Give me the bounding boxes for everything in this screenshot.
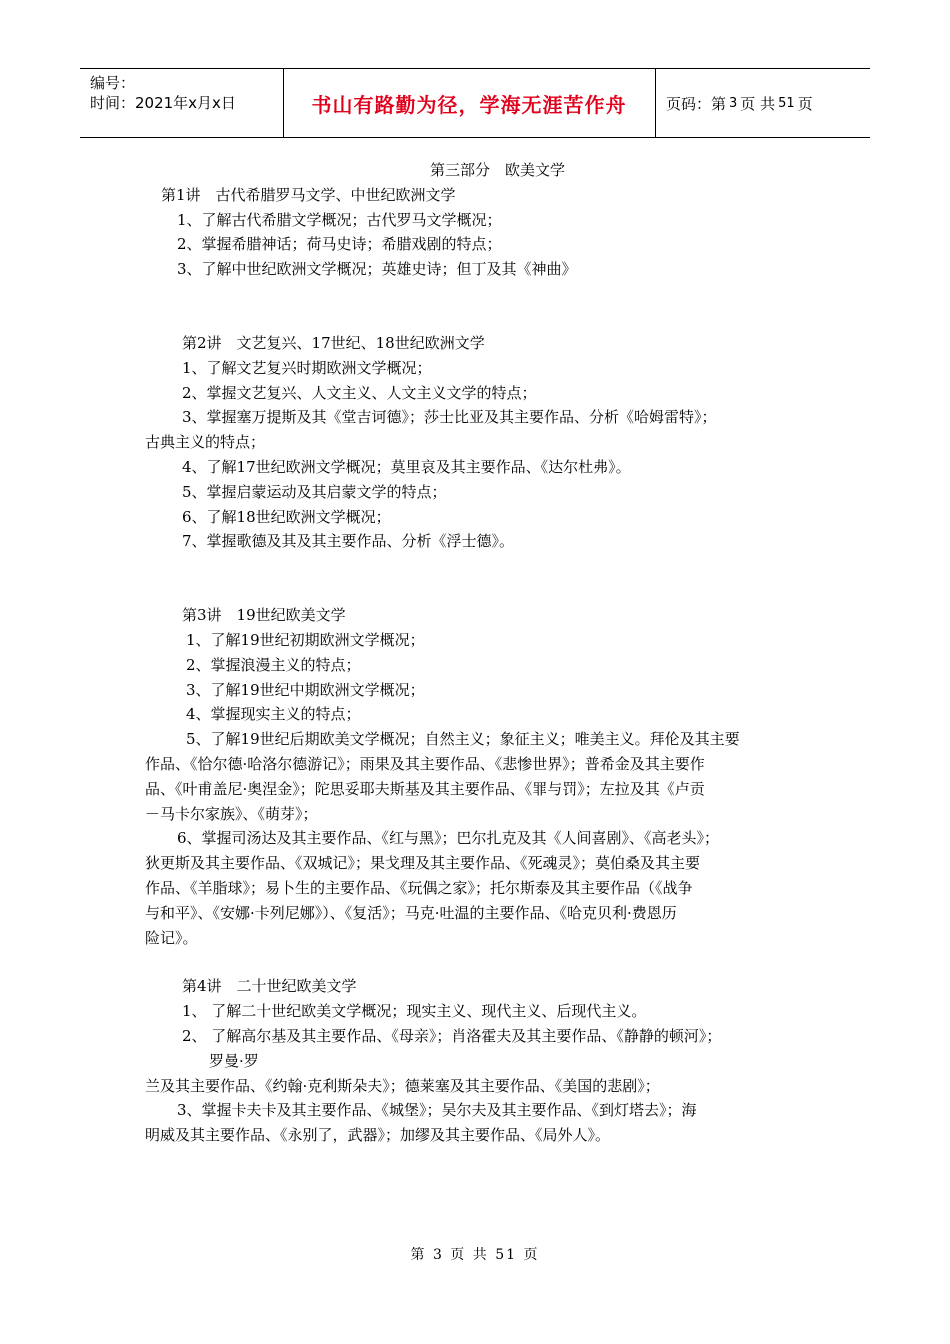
- section-title: 第三部分 欧美文学: [429, 161, 565, 179]
- lecture-heading: 第4讲 二十世纪欧美文学: [182, 977, 357, 996]
- header-motto: 书山有路勤为径，学海无涯苦作舟: [311, 92, 627, 117]
- page-mid: 页 共: [740, 94, 776, 113]
- lecture-heading: 第3讲 19世纪欧美文学: [182, 606, 346, 625]
- list-item: 明威及其主要作品、《永别了，武器》；加缪及其主要作品、《局外人》。: [145, 1126, 611, 1145]
- doc-number-label: 编号：: [90, 74, 136, 92]
- list-item: 1、了解文艺复兴时期欧洲文学概况；: [182, 358, 432, 377]
- list-item: 1、了解古代希腊文学概况；古代罗马文学概况；: [177, 210, 502, 229]
- list-item: 2、 了解高尔基及其主要作品、《母亲》；肖洛霍夫及其主要作品、《静静的顿河》；: [182, 1026, 722, 1045]
- list-item: 3、了解中世纪欧洲文学概况；英雄史诗；但丁及其《神曲》: [177, 260, 577, 279]
- list-item: 古典主义的特点；: [145, 433, 266, 452]
- header-divider: [655, 69, 656, 137]
- list-item: －马卡尔家族》、《萌芽》；: [145, 804, 318, 823]
- list-item: 险记》。: [145, 928, 198, 947]
- page-total: 51: [778, 95, 795, 111]
- list-item: 5、掌握启蒙运动及其启蒙文学的特点；: [182, 482, 447, 501]
- header-meta: [90, 73, 236, 113]
- list-item: 1、 了解二十世纪欧美文学概况；现实主义、现代主义、后现代主义。: [182, 1002, 647, 1021]
- document-body: [145, 158, 810, 1148]
- list-item: 2、掌握希腊神话；荷马史诗；希腊戏剧的特点；: [177, 235, 502, 254]
- lecture-4: [145, 974, 810, 1148]
- list-item: 2、掌握浪漫主义的特点；: [186, 655, 361, 674]
- list-item: 5、了解19世纪后期欧美文学概况；自然主义；象征主义；唯美主义。拜伦及其主要: [186, 730, 740, 749]
- list-item: 作品、《羊脂球》；易卜生的主要作品、《玩偶之家》；托尔斯泰及其主要作品（《战争: [145, 878, 693, 897]
- page-prefix: 页码：第: [666, 94, 727, 113]
- list-item: 1、了解19世纪初期欧洲文学概况；: [186, 630, 425, 649]
- page-current: 3: [729, 95, 738, 111]
- list-item: 6、了解18世纪欧洲文学概况；: [182, 507, 391, 526]
- list-item: 与和平》、《安娜·卡列尼娜》）、《复活》；马克·吐温的主要作品、《哈克贝利·费恩历: [145, 903, 677, 922]
- list-item: 3、了解19世纪中期欧洲文学概况；: [186, 680, 425, 699]
- list-item: 3、掌握卡夫卡及其主要作品、《城堡》；吴尔夫及其主要作品、《到灯塔去》；海: [177, 1101, 697, 1120]
- list-item: 品、《叶甫盖尼·奥涅金》；陀思妥耶夫斯基及其主要作品、《罪与罚》；左拉及其《卢贡: [145, 779, 705, 798]
- list-item: 作品、《恰尔德·哈洛尔德游记》；雨果及其主要作品、《悲惨世界》；普希金及其主要作: [145, 754, 705, 773]
- page-footer: 第 3 页 共 51 页: [410, 1247, 540, 1263]
- lecture-1: [145, 183, 810, 282]
- list-item: 4、掌握现实主义的特点；: [186, 705, 361, 724]
- list-item: 兰及其主要作品、《约翰·克利斯朵夫》；德莱塞及其主要作品、《美国的悲剧》；: [145, 1076, 660, 1095]
- list-item: 7、掌握歌德及其及其主要作品、分析《浮士德》。: [182, 532, 515, 551]
- doc-date-label: 时间：2021年x月x日: [90, 94, 236, 112]
- list-item: 4、了解17世纪欧洲文学概况；莫里哀及其主要作品、《达尔杜弗》。: [182, 457, 631, 476]
- list-item: 狄更斯及其主要作品、《双城记》；果戈理及其主要作品、《死魂灵》；莫伯桑及其主要: [145, 854, 701, 873]
- list-item: 罗曼·罗: [209, 1051, 259, 1070]
- header-page-info: [666, 69, 813, 137]
- list-item: 2、掌握文艺复兴、人文主义、人文主义文学的特点；: [182, 383, 537, 402]
- lecture-heading: 第2讲 文艺复兴、17世纪、18世纪欧洲文学: [182, 333, 485, 352]
- page-header: [80, 68, 870, 138]
- lecture-3: [145, 603, 810, 950]
- list-item: 6、掌握司汤达及其主要作品、《红与黑》；巴尔扎克及其《人间喜剧》、《高老头》；: [177, 829, 720, 848]
- list-item: 3、掌握塞万提斯及其《堂吉诃德》；莎士比亚及其主要作品、分析《哈姆雷特》；: [182, 408, 717, 427]
- page-suffix: 页: [797, 94, 813, 113]
- lecture-heading: 第1讲 古代希腊罗马文学、中世纪欧洲文学: [161, 185, 456, 204]
- lecture-2: [145, 331, 810, 554]
